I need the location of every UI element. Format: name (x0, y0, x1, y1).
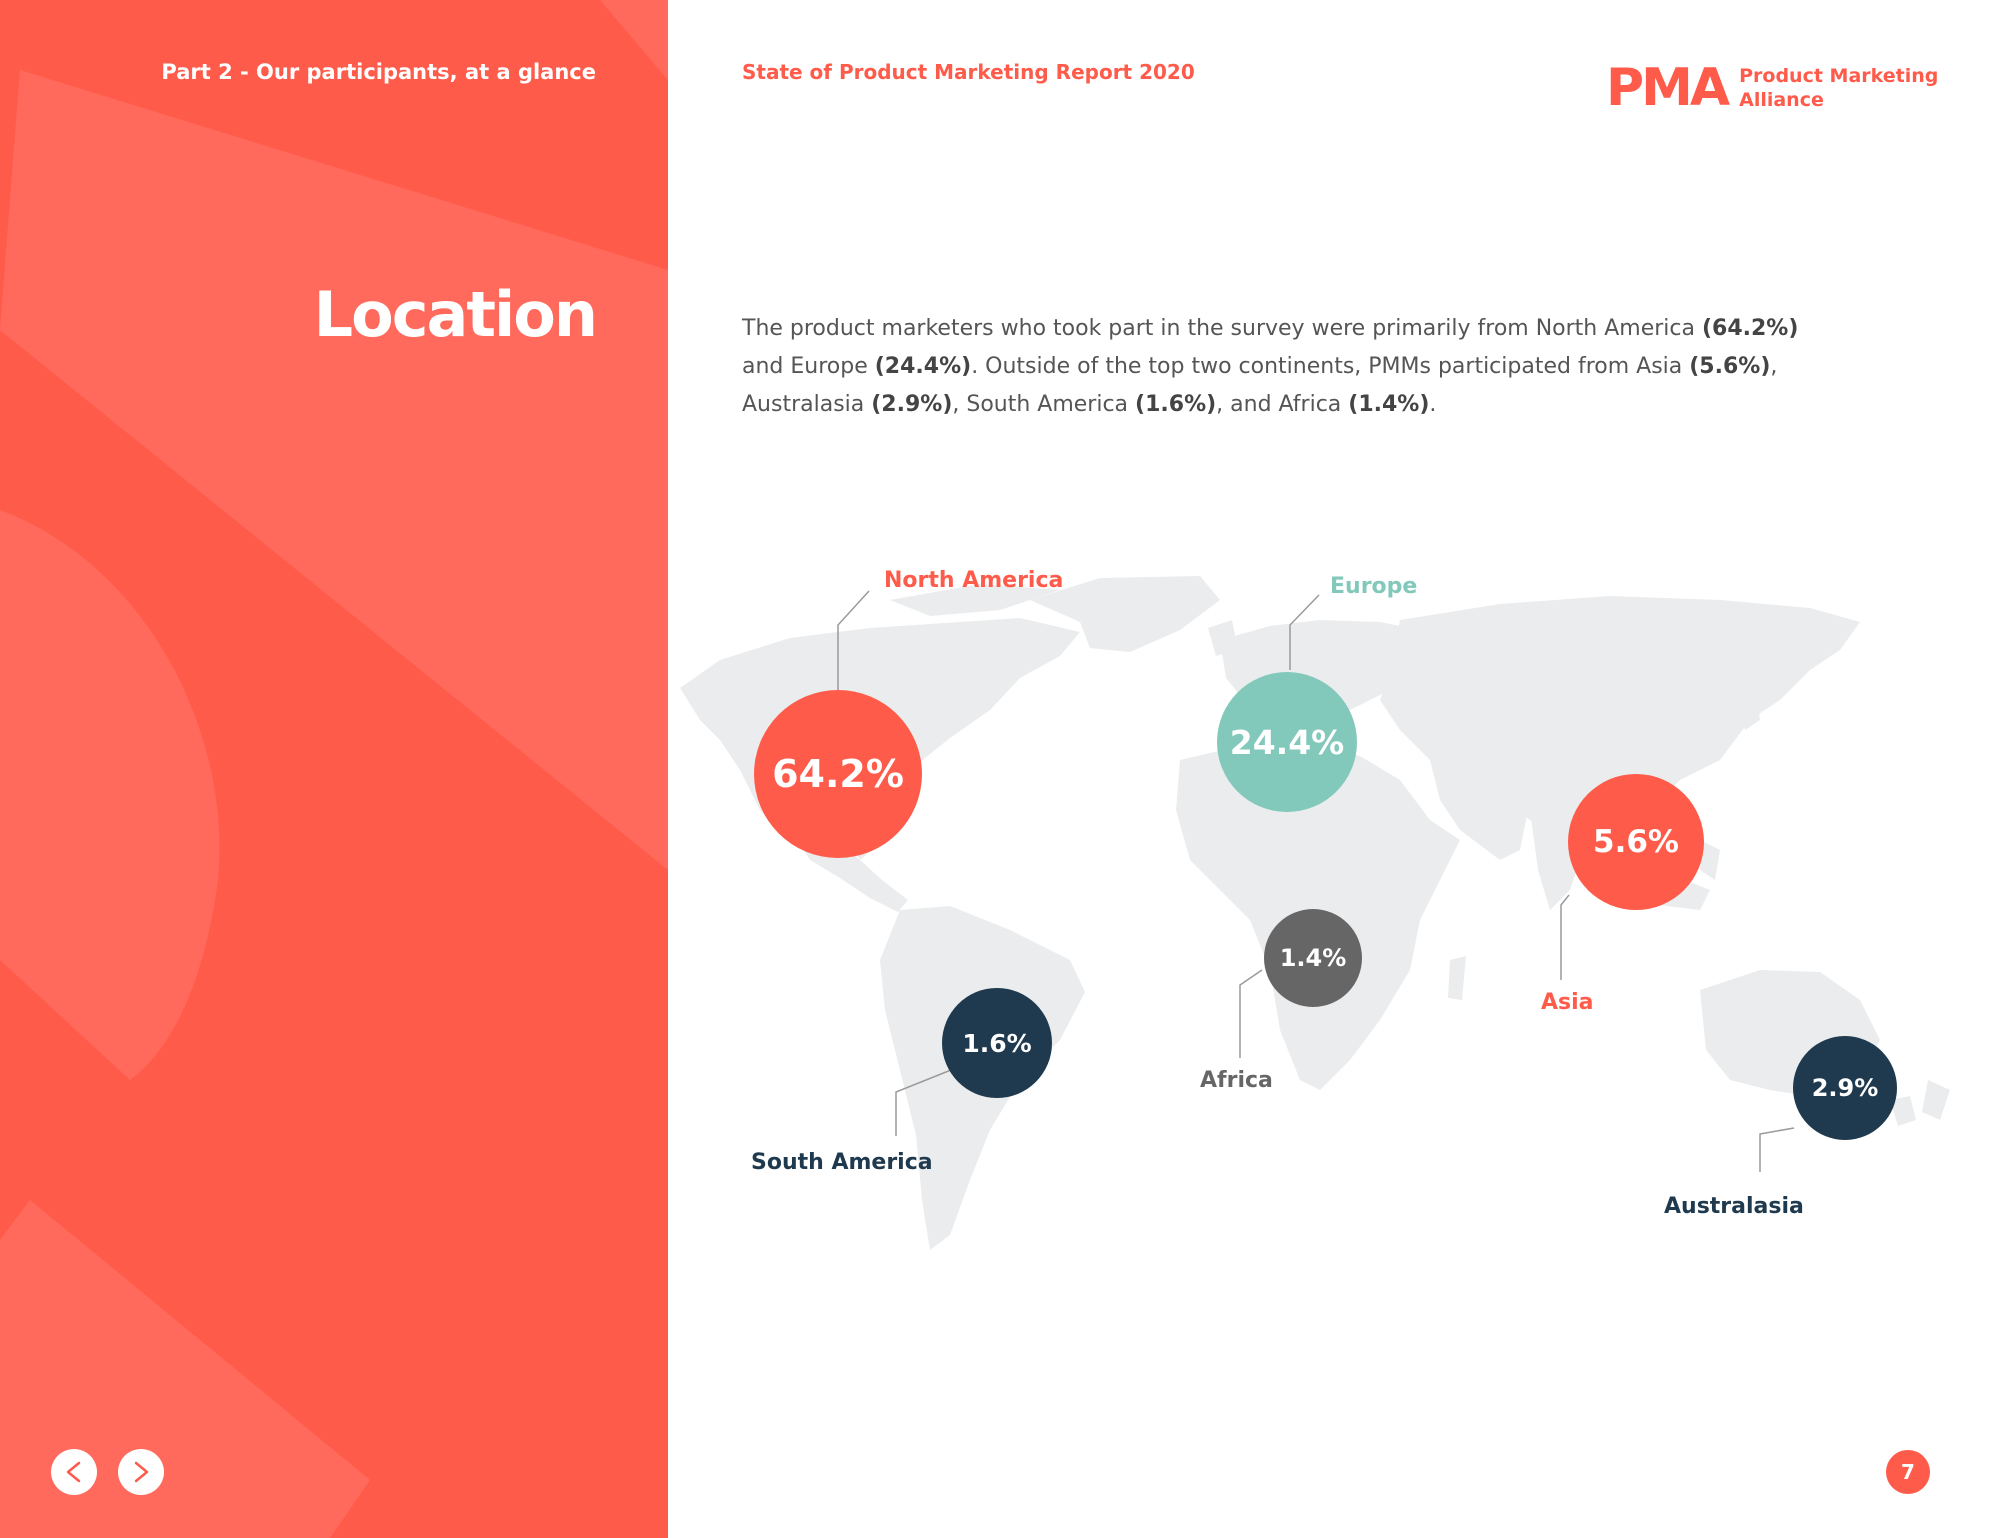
intro-text: The product marketers who took part in the survey were primarily from North America (742, 316, 1702, 341)
region-label-south-america: South America (751, 1150, 933, 1175)
pma-logo (1606, 58, 1939, 118)
intro-text: , South America (952, 392, 1136, 417)
intro-text: . Outside of the top two continents, PMMs participated from Asia (971, 354, 1690, 379)
bubble-value: 2.9% (1811, 1074, 1879, 1102)
section-header: Part 2 - Our participants, at a glance (161, 60, 596, 84)
intro-value: (5.6%) (1689, 354, 1771, 379)
intro-text: , Australasia (742, 354, 1778, 417)
left-panel (0, 0, 668, 1538)
bubble-australasia (1793, 1036, 1897, 1140)
region-label-africa: Africa (1200, 1068, 1273, 1093)
intro-value: (1.4%) (1348, 392, 1430, 417)
bubble-europe (1217, 672, 1357, 812)
page-number: 7 (1886, 1450, 1930, 1494)
bubble-south-america (942, 988, 1052, 1098)
bubble-asia (1568, 774, 1704, 910)
intro-value: (64.2%) (1701, 316, 1799, 341)
region-label-australasia: Australasia (1664, 1194, 1804, 1219)
bubble-value: 1.4% (1279, 944, 1347, 972)
bubble-africa (1264, 909, 1362, 1007)
chevron-left-icon (62, 1460, 86, 1484)
logo-line-2: Alliance (1739, 89, 1824, 111)
region-label-north-america: North America (884, 568, 1064, 593)
logo-line-1: Product Marketing (1739, 65, 1939, 87)
intro-value: (24.4%) (874, 354, 972, 379)
bubble-value: 5.6% (1593, 824, 1679, 860)
previous-page-button[interactable] (51, 1449, 97, 1495)
decorative-shapes (0, 0, 668, 1538)
intro-text: and Europe (742, 354, 875, 379)
bubble-value: 1.6% (962, 1028, 1032, 1058)
bubble-value: 24.4% (1229, 722, 1345, 762)
bubble-value: 64.2% (772, 752, 904, 796)
intro-value: (2.9%) (871, 392, 953, 417)
logo-text (1739, 64, 1938, 112)
intro-value: (1.6%) (1135, 392, 1217, 417)
bubble-north-america (754, 690, 922, 858)
next-page-button[interactable] (118, 1449, 164, 1495)
intro-paragraph (742, 310, 1842, 424)
intro-text: , and Africa (1216, 392, 1349, 417)
chevron-right-icon (129, 1460, 153, 1484)
report-title: State of Product Marketing Report 2020 (742, 60, 1195, 84)
intro-text: . (1429, 392, 1437, 417)
page-title: Location (313, 278, 596, 351)
region-label-europe: Europe (1330, 574, 1418, 599)
logo-mark: PMA (1606, 58, 1728, 118)
region-label-asia: Asia (1541, 990, 1594, 1015)
